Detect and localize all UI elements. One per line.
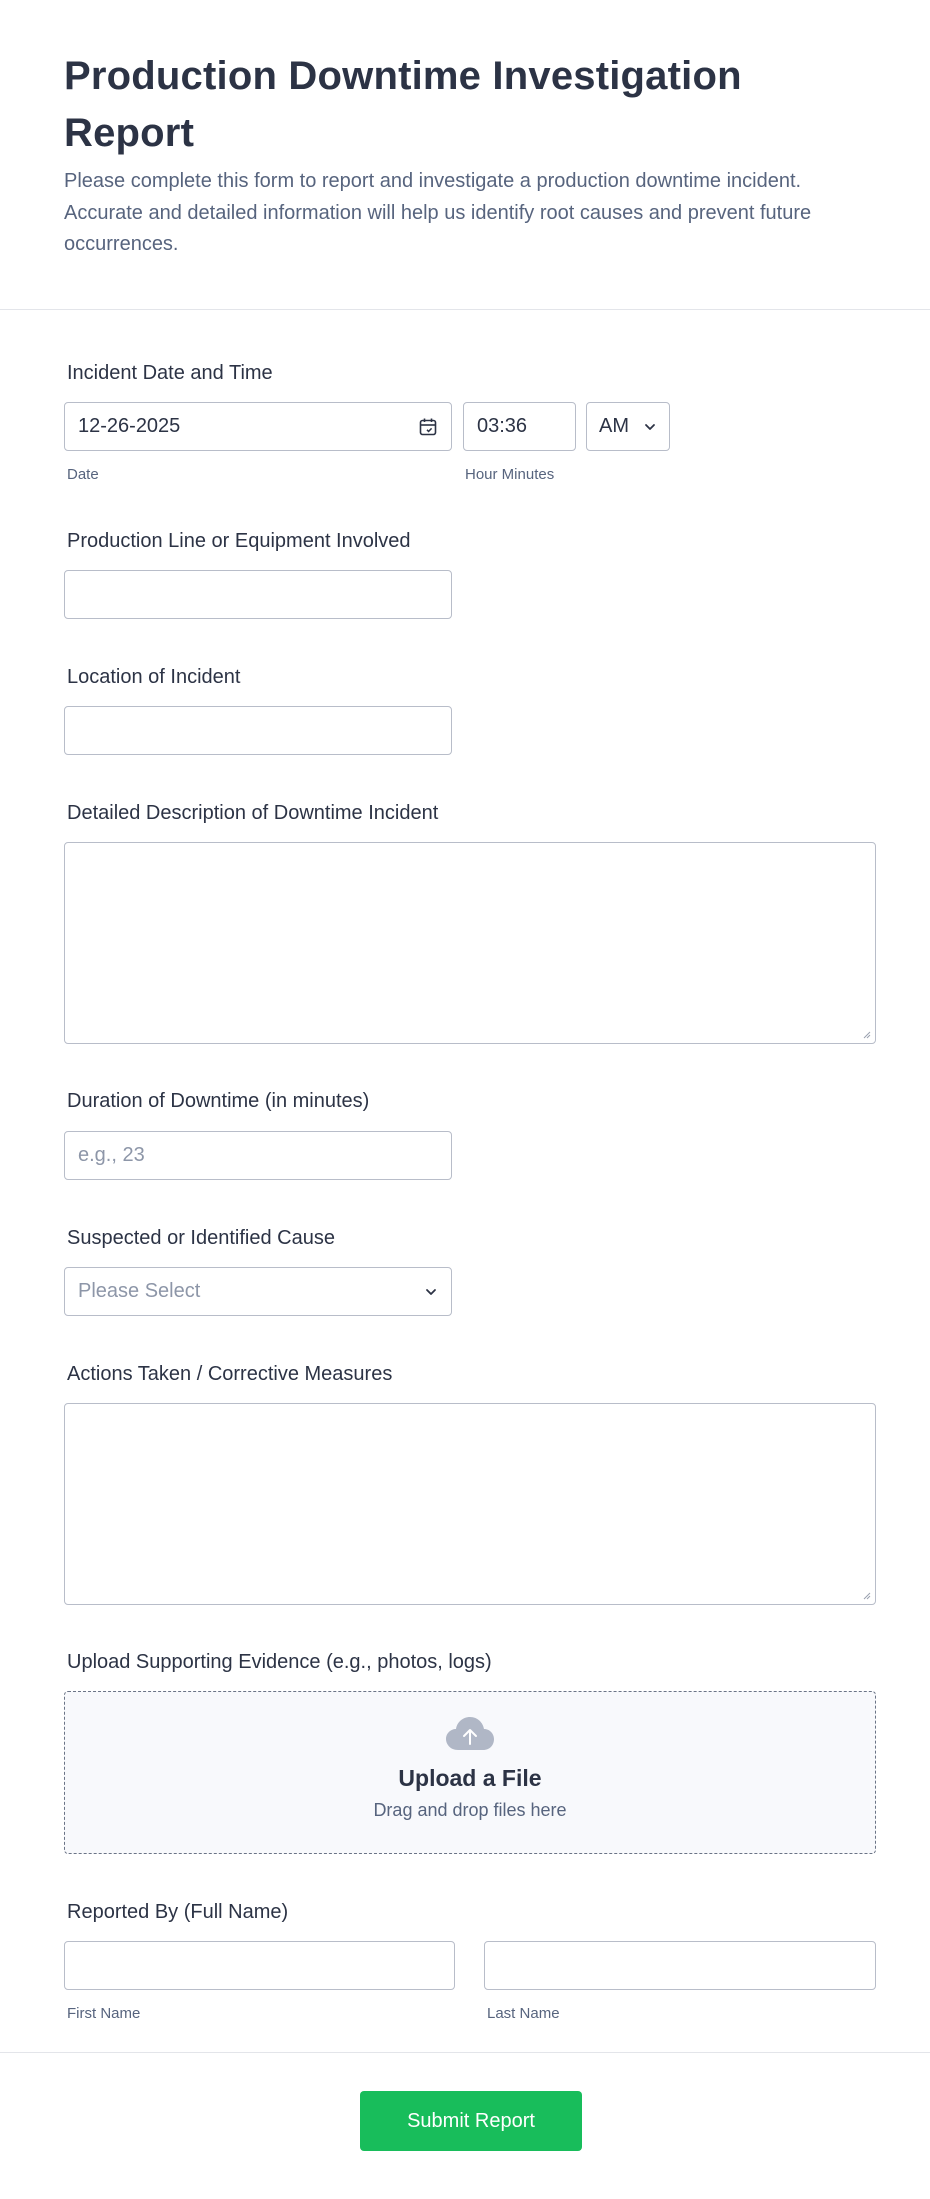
duration-input[interactable] [64, 1131, 452, 1180]
resize-handle-icon[interactable] [861, 1029, 871, 1039]
ampm-select[interactable] [586, 402, 670, 451]
production-line-label: Production Line or Equipment Involved [67, 530, 411, 552]
reported-by-label: Reported By (Full Name) [67, 1901, 289, 1923]
upload-title: Upload a File [398, 1765, 542, 1791]
location-input[interactable] [64, 706, 452, 755]
ampm-value: AM [599, 415, 629, 437]
form-header [0, 0, 930, 310]
cause-label: Suspected or Identified Cause [67, 1227, 335, 1249]
first-name-sublabel: First Name [67, 2005, 141, 2022]
cause-select[interactable] [64, 1267, 452, 1316]
last-name-input[interactable] [484, 1941, 876, 1990]
page-title: Production Downtime Investigation Report [64, 54, 742, 155]
time-input[interactable] [463, 402, 576, 451]
file-upload-dropzone[interactable] [64, 1691, 876, 1854]
page-subtitle: Please complete this form to report and investigate a production downtime incident. Accurate and detailed information will help us identify root causes and prevent future occurrences. [64, 170, 812, 255]
actions-textarea[interactable] [64, 1403, 876, 1605]
last-name-sublabel: Last Name [487, 2005, 560, 2022]
incident-datetime-label: Incident Date and Time [67, 362, 273, 384]
footer-divider [0, 2052, 930, 2053]
date-sublabel: Date [67, 466, 99, 483]
calendar-icon[interactable] [418, 417, 438, 437]
date-value: 12-26-2025 [78, 415, 181, 437]
time-sublabel: Hour Minutes [465, 466, 555, 483]
description-textarea[interactable] [64, 842, 876, 1044]
duration-label: Duration of Downtime (in minutes) [67, 1090, 370, 1112]
date-input[interactable] [64, 402, 452, 451]
production-line-input[interactable] [64, 570, 452, 619]
first-name-input[interactable] [64, 1941, 455, 1990]
duration-placeholder: e.g., 23 [78, 1144, 145, 1166]
actions-label: Actions Taken / Corrective Measures [67, 1363, 393, 1385]
cloud-upload-icon [65, 1716, 875, 1757]
location-label: Location of Incident [67, 666, 241, 688]
upload-subtitle: Drag and drop files here [373, 1800, 567, 1820]
time-value: 03:36 [477, 415, 528, 437]
chevron-down-icon [424, 1285, 438, 1299]
cause-selected: Please Select [78, 1280, 201, 1302]
submit-button[interactable]: Submit Report [360, 2091, 582, 2151]
chevron-down-icon [643, 420, 657, 434]
upload-label: Upload Supporting Evidence (e.g., photos, logs) [67, 1651, 492, 1673]
resize-handle-icon[interactable] [861, 1590, 871, 1600]
description-label: Detailed Description of Downtime Incident [67, 802, 439, 824]
